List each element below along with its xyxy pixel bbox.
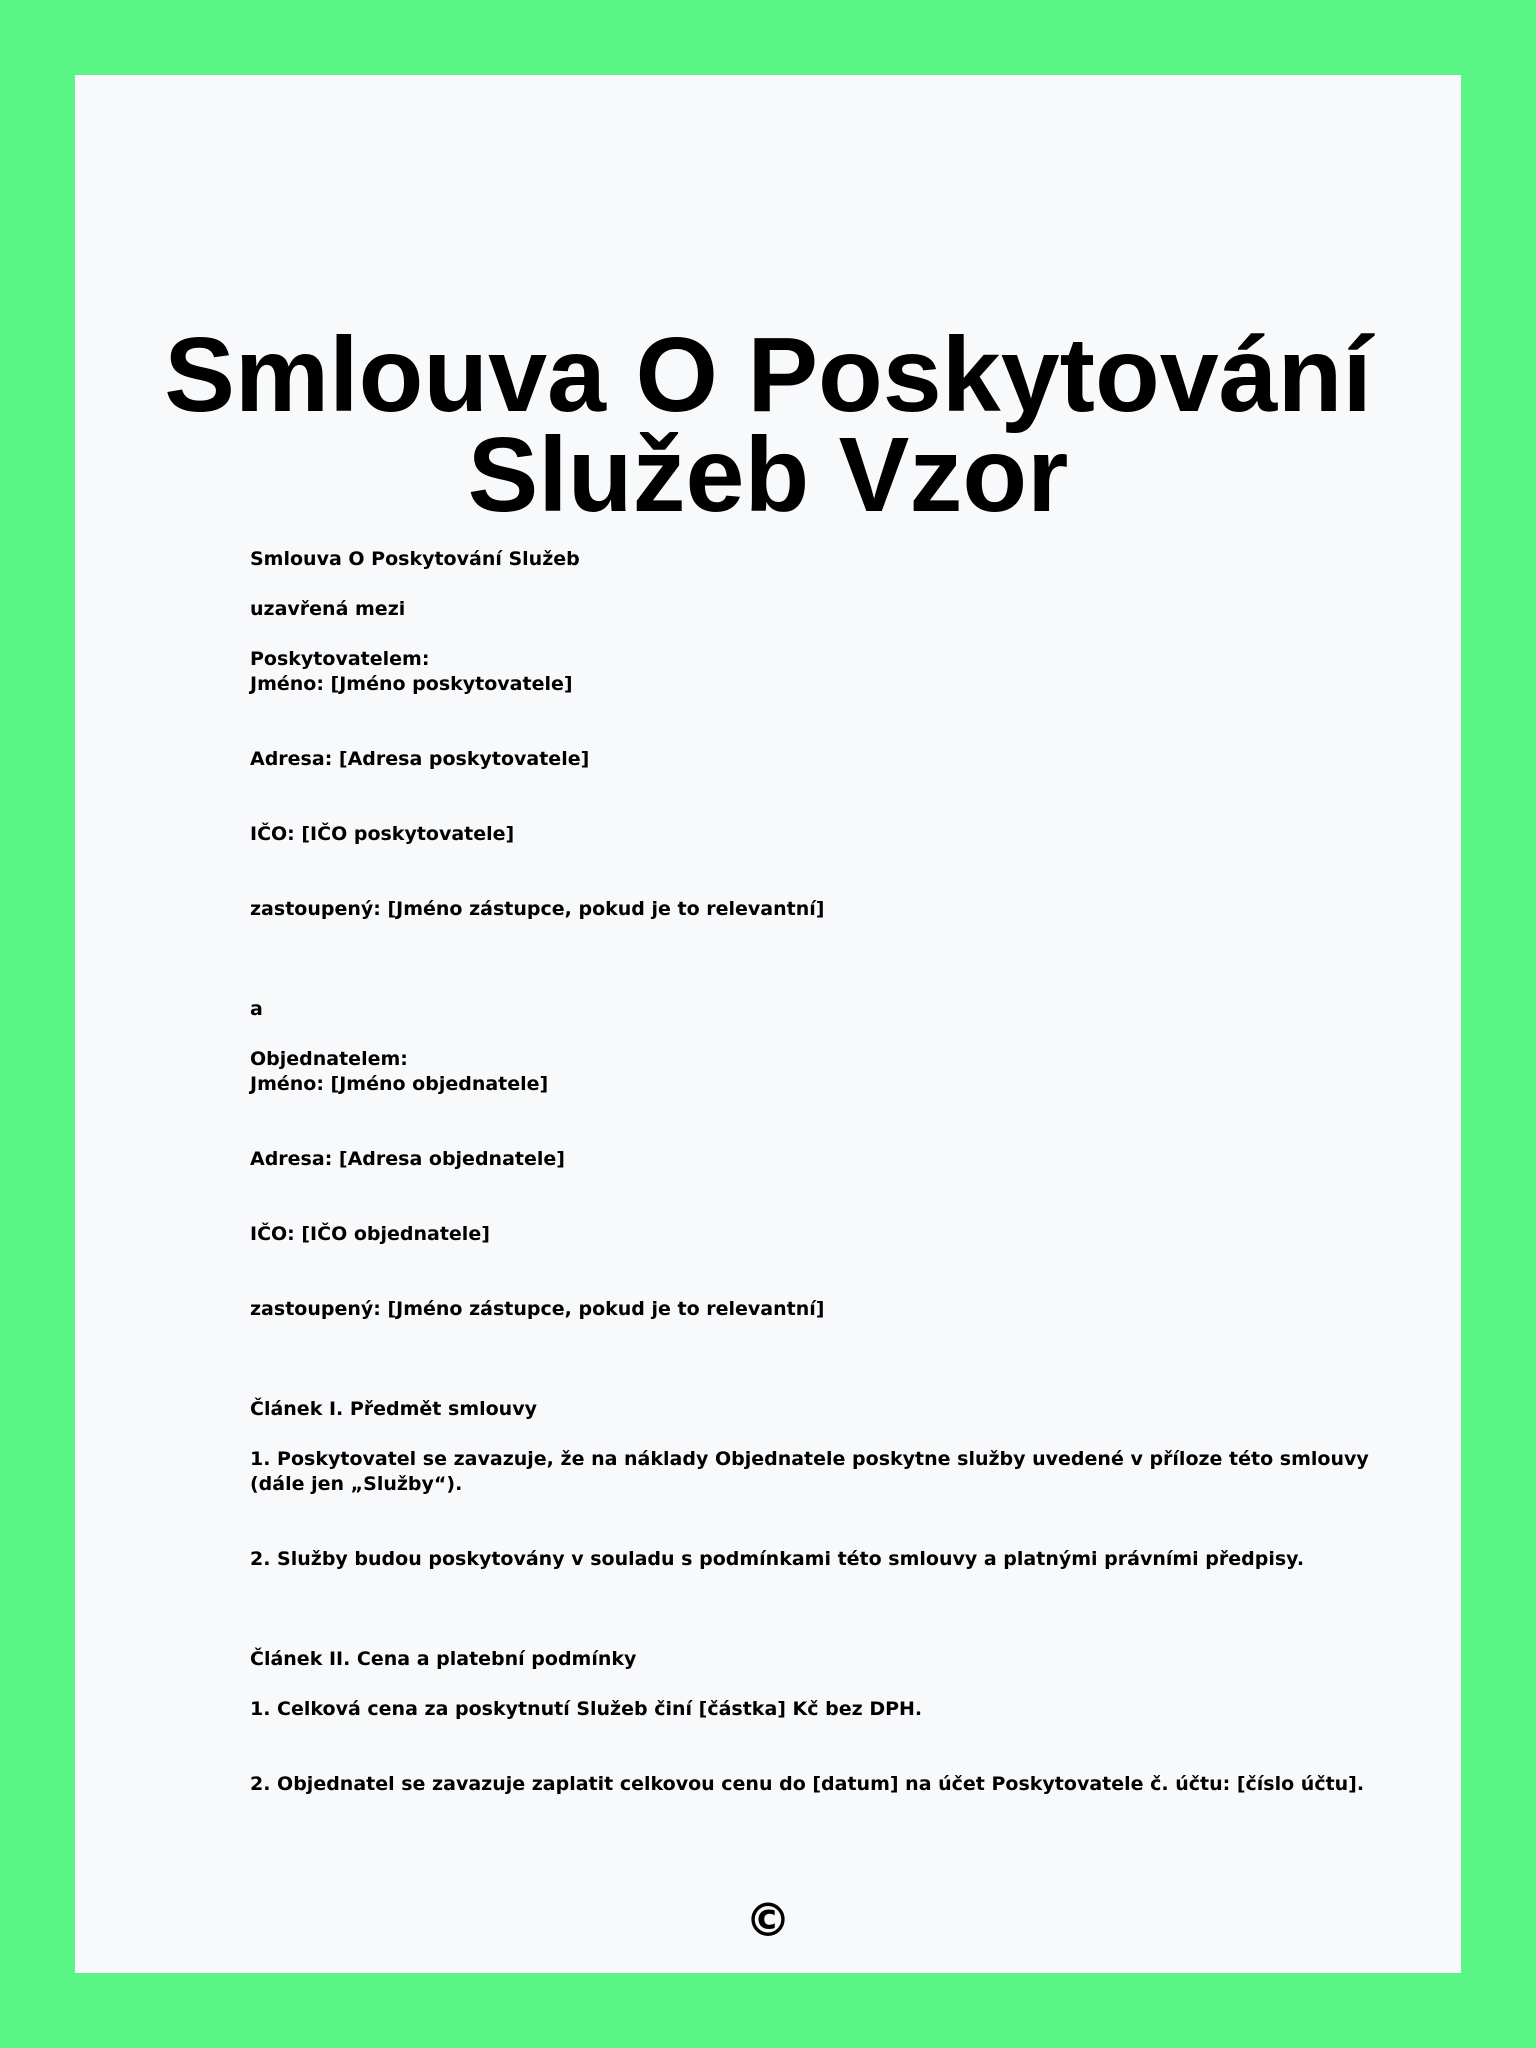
client-label: Objednatelem: (250, 1048, 408, 1070)
copyright-symbol: © (745, 1893, 791, 1947)
document-page (75, 75, 1461, 1973)
article-1-paragraph-1-line-1: 1. Poskytovatel se zavazuje, že na náklady Objednatele poskytne služby uvedené v příloze této smlouvy (250, 1448, 1369, 1470)
article-2-paragraph-1: 1. Celková cena za poskytnutí Služeb činí [částka] Kč bez DPH. (250, 1698, 923, 1720)
article-1-paragraph-1-line-2: (dále jen „Služby“). (250, 1473, 463, 1495)
article-1-paragraph-2: 2. Služby budou poskytovány v souladu s podmínkami této smlouvy a platnými právními předpisy. (250, 1548, 1305, 1570)
contract-heading: Smlouva O Poskytování Služeb (250, 548, 580, 570)
provider-name: Jméno: [Jméno poskytovatele] (250, 673, 573, 695)
client-represented: zastoupený: [Jméno zástupce, pokud je to relevantní] (250, 1298, 825, 1320)
article-1-heading: Článek I. Předmět smlouvy (250, 1398, 537, 1420)
between-text: uzavřená mezi (250, 598, 406, 620)
provider-represented: zastoupený: [Jméno zástupce, pokud je to relevantní] (250, 898, 825, 920)
client-name: Jméno: [Jméno objednatele] (250, 1073, 549, 1095)
article-2-heading: Článek II. Cena a platební podmínky (250, 1648, 637, 1670)
document-title (75, 316, 1461, 534)
title-line-1: Smlouva O Poskytování (164, 316, 1372, 434)
provider-address: Adresa: [Adresa poskytovatele] (250, 748, 590, 770)
client-address: Adresa: [Adresa objednatele] (250, 1148, 565, 1170)
client-ico: IČO: [IČO objednatele] (250, 1223, 490, 1245)
article-2-paragraph-2: 2. Objednatel se zavazuje zaplatit celkovou cenu do [datum] na účet Poskytovatele č. účtu: [číslo účtu]. (250, 1773, 1365, 1795)
provider-label: Poskytovatelem: (250, 648, 430, 670)
and-text: a (250, 998, 263, 1020)
title-line-2: Služeb Vzor (467, 416, 1069, 534)
provider-ico: IČO: [IČO poskytovatele] (250, 823, 515, 845)
